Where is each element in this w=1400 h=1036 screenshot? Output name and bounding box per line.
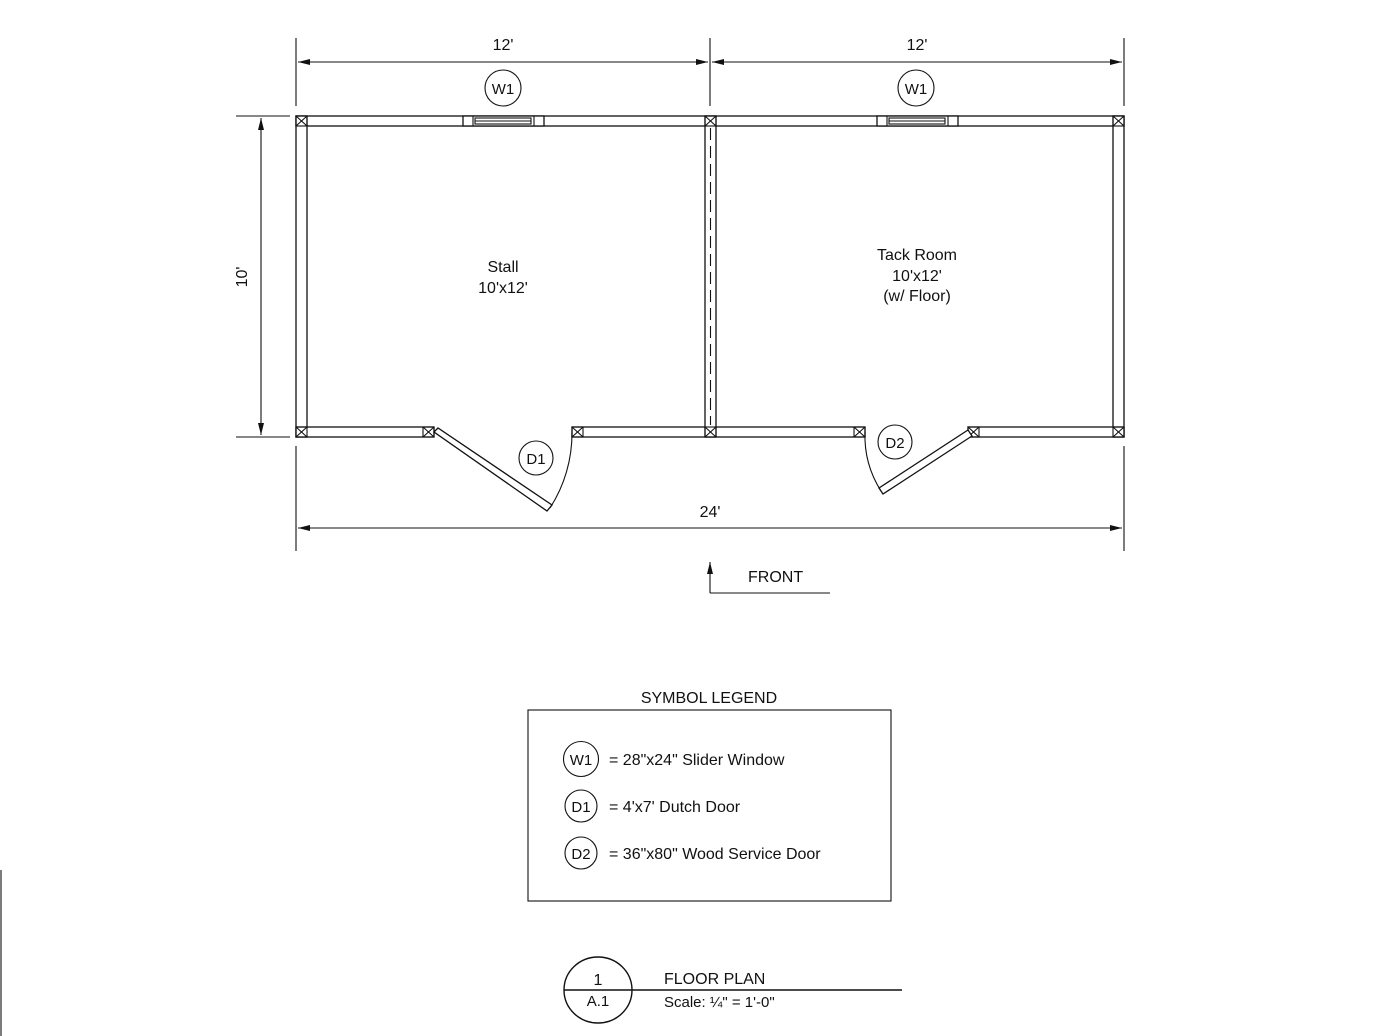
window-tag-label: W1	[491, 81, 515, 98]
front-indicator	[710, 562, 830, 593]
dimension-height	[234, 116, 290, 437]
legend-item-w1	[564, 742, 785, 777]
room-note: (w/ Floor)	[883, 288, 951, 305]
door-tag-d2	[878, 425, 912, 459]
legend-item-d2	[565, 837, 821, 869]
room-label-stall	[478, 259, 528, 297]
window-right	[877, 116, 958, 126]
legend-title: SYMBOL LEGEND	[640, 690, 778, 707]
room-name: Stall	[487, 259, 519, 276]
room-name: Tack Room	[876, 247, 958, 264]
door-tag-d1	[519, 441, 553, 475]
legend-text: = 4'x7' Dutch Door	[609, 799, 741, 816]
legend-text: = 28"x24" Slider Window	[609, 752, 785, 769]
dimension-overall	[296, 446, 1124, 551]
door-d2	[865, 430, 972, 494]
dimension-label: 12'	[906, 37, 928, 54]
door-d1	[434, 428, 572, 511]
door-tag-label: D1	[526, 451, 546, 468]
center-partition-wall	[705, 116, 716, 437]
front-label: FRONT	[748, 569, 804, 586]
window-tag-label: W1	[904, 81, 928, 98]
legend-tag: D2	[571, 846, 591, 863]
dimension-label: 10'	[234, 266, 251, 288]
room-size: 10'x12'	[478, 280, 528, 297]
dimension-label: 24'	[699, 504, 721, 521]
dimension-label: 12'	[492, 37, 514, 54]
legend-tag: W1	[569, 752, 593, 769]
symbol-legend	[528, 690, 891, 901]
window-left	[463, 116, 544, 126]
legend-item-d1	[565, 790, 741, 822]
door-tag-label: D2	[885, 435, 905, 452]
sheet-number: A.1	[586, 993, 610, 1010]
room-label-tack	[877, 247, 957, 305]
drawing-title: FLOOR PLAN	[664, 971, 766, 988]
drawing-title-block	[564, 957, 902, 1023]
drawing-scale: Scale: ¼" = 1'-0"	[664, 994, 775, 1011]
detail-number: 1	[593, 972, 603, 989]
window-tag-right	[898, 70, 934, 106]
legend-text: = 36"x80" Wood Service Door	[609, 846, 821, 863]
room-size: 10'x12'	[892, 268, 942, 285]
legend-tag: D1	[571, 799, 591, 816]
window-tag-left	[485, 70, 521, 106]
